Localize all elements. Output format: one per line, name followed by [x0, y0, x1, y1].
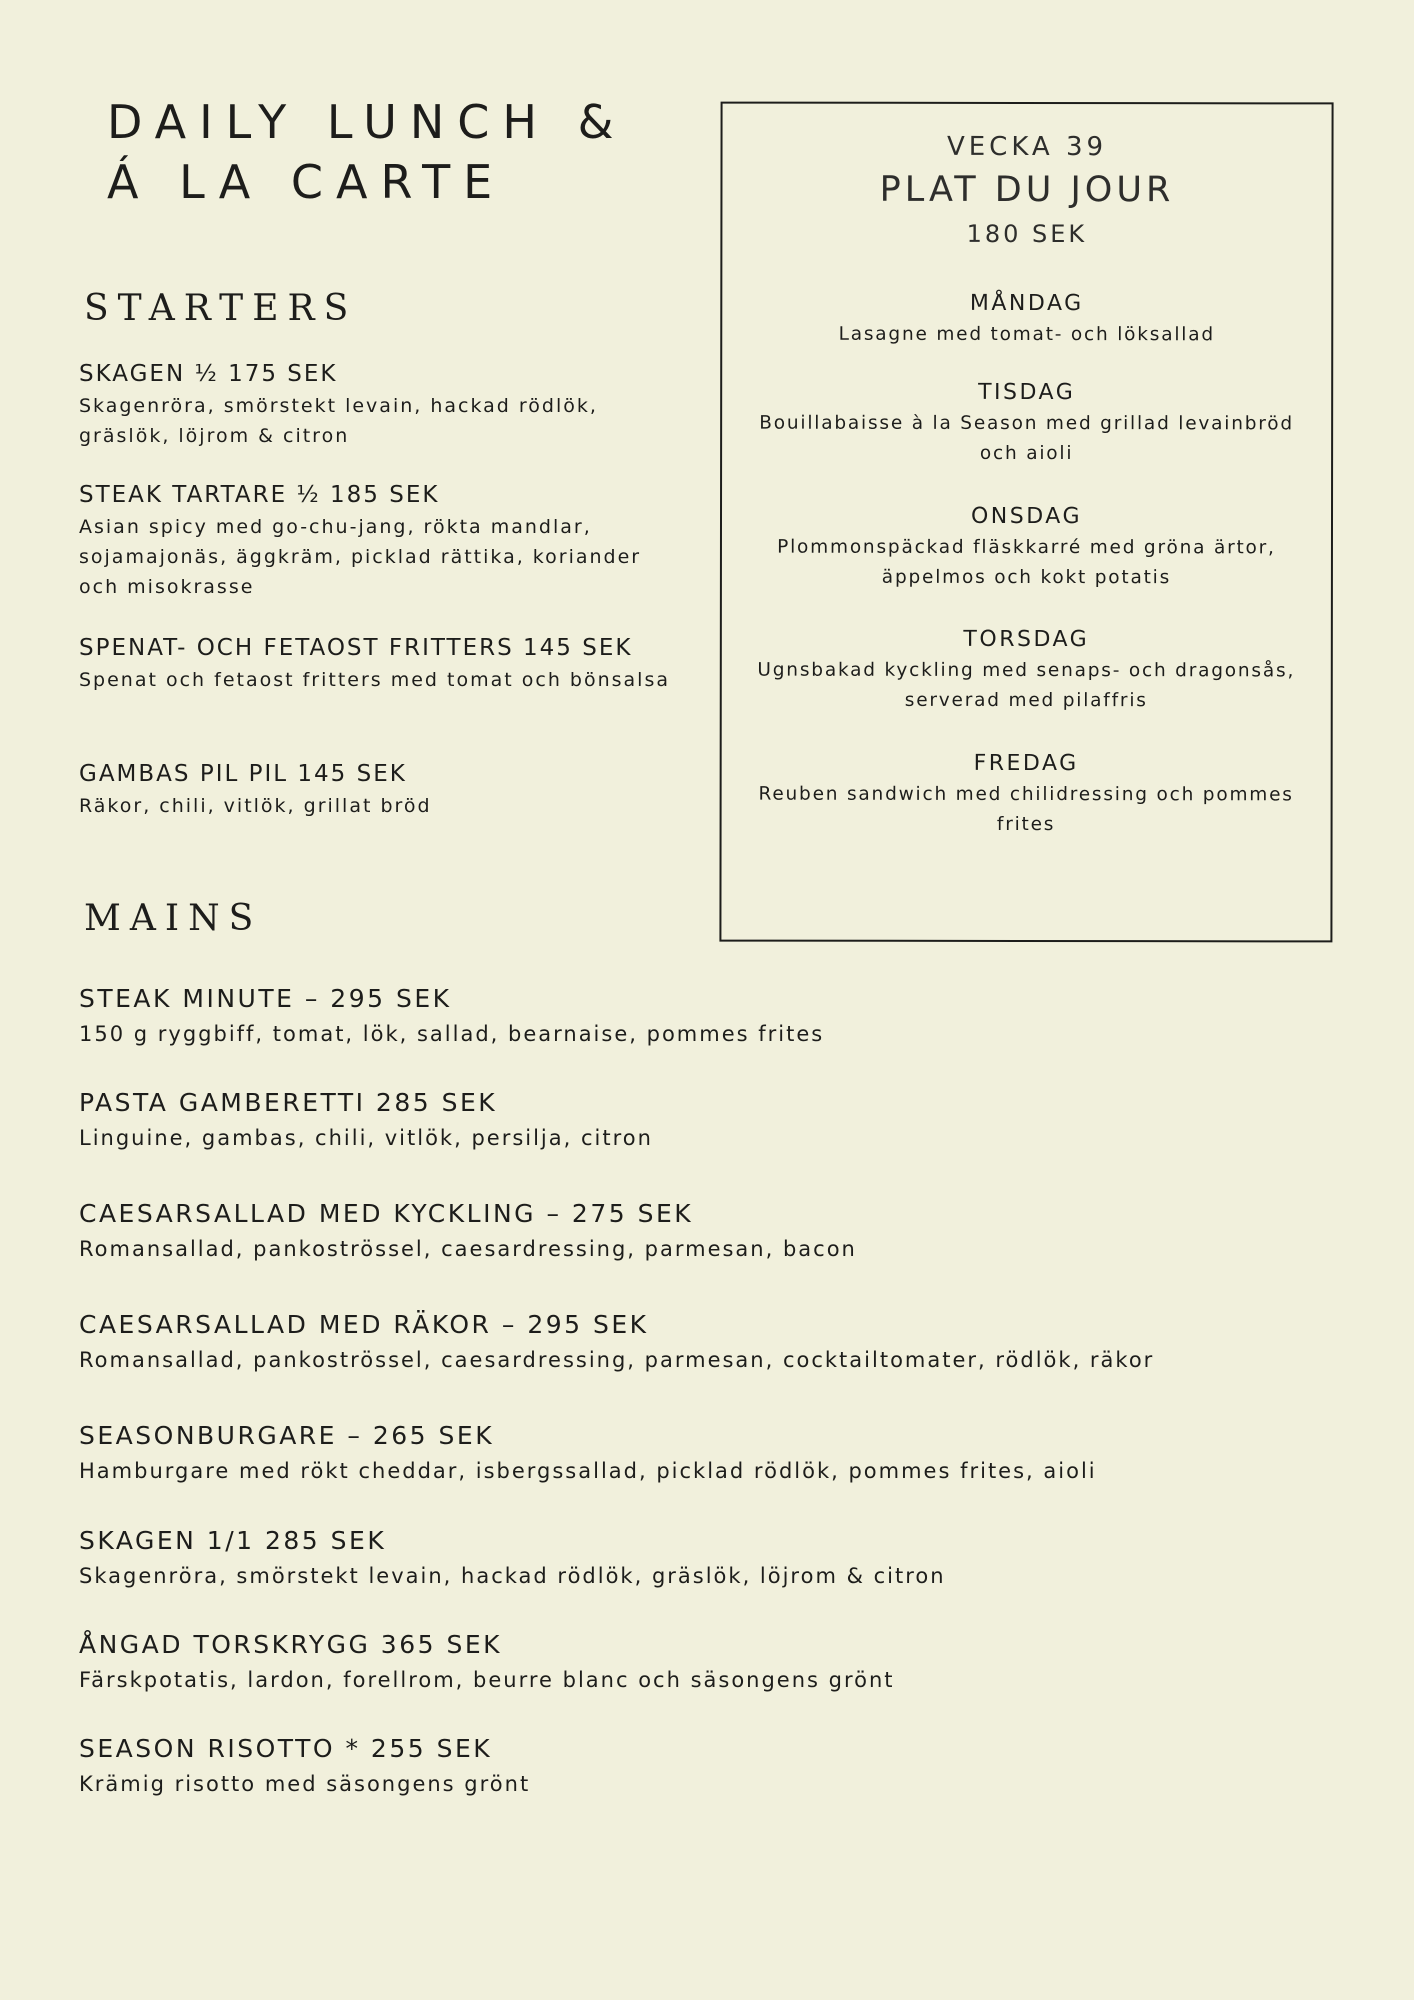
main-description: 150 g ryggbiff, tomat, lök, sallad, bearnaise, pommes frites	[79, 1022, 825, 1046]
day-monday	[722, 290, 1331, 351]
main-description: Romansallad, pankoströssel, caesardressing, parmesan, cocktailtomater, rödlök, räkor	[79, 1348, 1155, 1372]
starter-description: Asian spicy med go-chu-jang, rökta mandlar, sojamajonäs, äggkräm, picklad rättika, koriander och misokrasse	[79, 516, 642, 598]
main-description: Krämig risotto med säsongens grönt	[79, 1772, 531, 1796]
main-item	[79, 1199, 1379, 1263]
starter-item	[79, 360, 679, 451]
main-description: Hamburgare med rökt cheddar, isbergssallad, picklad rödlök, pommes frites, aioli	[79, 1459, 1097, 1483]
starter-item	[79, 634, 679, 695]
main-name: ÅNGAD TORSKRYGG 365 SEK	[79, 1630, 503, 1659]
day-dish: Bouillabaisse à la Season med grillad levainbröd och aioli	[759, 412, 1294, 465]
main-item	[79, 1088, 1379, 1152]
day-dish: Ugnsbakad kyckling med senaps- och dragonsås, serverad med pilaffris	[757, 659, 1296, 712]
main-item	[79, 1526, 1379, 1590]
day-name: FREDAG	[973, 750, 1079, 777]
main-name: STEAK MINUTE – 295 SEK	[79, 984, 452, 1013]
day-name: TORSDAG	[963, 626, 1090, 653]
day-wednesday	[722, 503, 1331, 594]
day-tuesday	[722, 379, 1331, 470]
main-name: SKAGEN 1/1 285 SEK	[79, 1526, 387, 1555]
starter-description: Skagenröra, smörstekt levain, hackad rödlök, gräslök, löjrom & citron	[79, 395, 598, 447]
starter-description: Räkor, chili, vitlök, grillat bröd	[79, 795, 432, 817]
plat-du-jour-box	[719, 102, 1333, 943]
day-dish: Reuben sandwich med chilidressing och pommes frites	[758, 783, 1294, 836]
menu-title-line-2: Á LA CARTE	[107, 155, 506, 209]
main-name: PASTA GAMBERETTI 285 SEK	[79, 1088, 498, 1117]
day-name: ONSDAG	[970, 503, 1083, 530]
starter-name: SPENAT- OCH FETAOST FRITTERS 145 SEK	[79, 635, 633, 661]
starters-heading: STARTERS	[84, 288, 358, 329]
plat-du-jour-title: PLAT DU JOUR	[879, 169, 1175, 211]
main-item	[79, 1734, 1379, 1798]
day-name: TISDAG	[978, 379, 1076, 406]
starter-name: SKAGEN ½ 175 SEK	[79, 361, 338, 387]
main-name: SEASONBURGARE – 265 SEK	[79, 1421, 495, 1450]
main-description: Romansallad, pankoströssel, caesardressing, parmesan, bacon	[79, 1237, 857, 1261]
main-item	[79, 1630, 1379, 1694]
main-name: CAESARSALLAD MED KYCKLING – 275 SEK	[79, 1199, 694, 1228]
menu-title	[107, 92, 627, 212]
main-name: SEASON RISOTTO * 255 SEK	[79, 1734, 493, 1763]
starter-name: GAMBAS PIL PIL 145 SEK	[79, 761, 407, 787]
day-name: MÅNDAG	[969, 290, 1084, 317]
starter-item	[79, 760, 679, 821]
main-description: Linguine, gambas, chili, vitlök, persilja, citron	[79, 1126, 653, 1150]
starter-name: STEAK TARTARE ½ 185 SEK	[79, 482, 440, 508]
day-dish: Plommonspäckad fläskkarré med gröna ärtor, äppelmos och kokt potatis	[777, 536, 1276, 589]
starter-item	[79, 481, 679, 602]
day-thursday	[722, 626, 1331, 717]
day-dish: Lasagne med tomat- och löksallad	[838, 323, 1215, 346]
day-friday	[722, 750, 1331, 841]
week-label: VECKA 39	[946, 131, 1108, 163]
main-item	[79, 984, 1379, 1048]
menu-title-line-1: DAILY LUNCH &	[107, 95, 627, 149]
main-item	[79, 1310, 1379, 1374]
main-description: Skagenröra, smörstekt levain, hackad rödlök, gräslök, löjrom & citron	[79, 1564, 946, 1588]
main-description: Färskpotatis, lardon, forellrom, beurre blanc och säsongens grönt	[79, 1668, 895, 1692]
mains-heading: MAINS	[84, 898, 263, 939]
main-item	[79, 1421, 1379, 1485]
plat-du-jour-price: 180 SEK	[966, 219, 1088, 249]
main-name: CAESARSALLAD MED RÄKOR – 295 SEK	[79, 1310, 649, 1339]
starter-description: Spenat och fetaost fritters med tomat och bönsalsa	[79, 669, 670, 691]
